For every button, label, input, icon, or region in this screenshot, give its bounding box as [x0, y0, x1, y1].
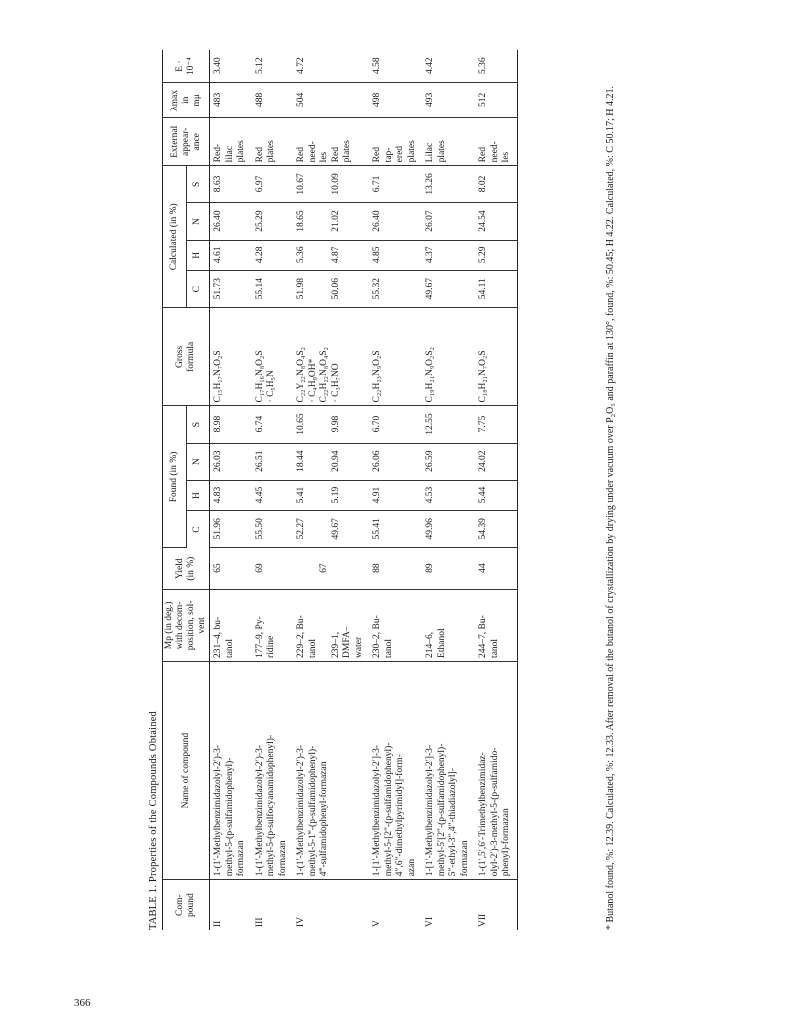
gross-formula: C₁₇H₁₆N₈O₂S · C₅H₅N [252, 308, 294, 406]
compound-name: 1-(1′,5′,6′-Trimethylbenzimidaz- olyl-2′)-3-methyl-5-(p-sulfamido- phenyl)-formazan [475, 661, 517, 879]
compound-name: 1-[1′-Methylbenzimidazolyl-2′]-3- methyl-5′[2″-(p-sulfamidophenyl)- 5″-ethyl-3″,4″-thiadiazolyl]- formazan [422, 661, 475, 879]
calc-s: 8.02 [475, 166, 517, 203]
calc-c: 51.98 50.06 [293, 271, 369, 308]
appearance: Red- lilac plates [210, 118, 252, 166]
table-row [293, 50, 369, 930]
mp-solvent: 230–2, Bu- tanol [369, 589, 422, 661]
compound-id: IV [296, 916, 306, 927]
appearance: Red tap- ered plates [369, 118, 422, 166]
extinction: 4.72 [293, 50, 369, 83]
yield-value: 89 [422, 548, 475, 589]
found-n: 26.59 [422, 443, 475, 480]
header-found-c: C [186, 511, 210, 548]
lambda-max: 504 [293, 83, 369, 118]
found-n: 24.02 [475, 443, 517, 480]
header-appearance: External appear- ance [163, 118, 210, 166]
compound-id: V [372, 920, 382, 927]
mp-solvent: 244–7, Bu- tanol [475, 589, 517, 661]
header-compound: Com- pound [163, 880, 210, 930]
found-c: 55.50 [252, 511, 294, 548]
header-eps: E · 10⁻⁴ [163, 50, 210, 83]
found-s: 10.65 9.98 [293, 406, 369, 443]
found-n: 18.44 20.94 [293, 443, 369, 480]
found-c: 54.39 [475, 511, 517, 548]
lambda-max: 493 [422, 83, 475, 118]
lambda-max: 488 [252, 83, 294, 118]
calc-h: 4.85 [369, 240, 422, 271]
found-h: 4.83 [210, 480, 252, 511]
compound-name: 1-(1′-Methylbenzimidazolyl-2′)-3- methyl-5-(p-sulfocyanamidophenyl)- formazan [252, 661, 294, 879]
extinction: 4.42 [422, 50, 475, 83]
header-found: Found (in %) [163, 406, 187, 548]
header-calc-s: S [186, 166, 210, 203]
gross-formula: C₂₂H₂₃N₉O₂S [369, 308, 422, 406]
calc-c: 54.11 [475, 271, 517, 308]
mp-solvent: 177–9, Py- ridine [252, 589, 294, 661]
found-n: 26.06 [369, 443, 422, 480]
gross-formula: C₁₈H₂₁N₇O₂S [475, 308, 517, 406]
calc-n: 26.40 [210, 203, 252, 240]
header-found-s: S [186, 406, 210, 443]
gross-formula: C₁₅H₁₇N₇O₂S [210, 308, 252, 406]
table-row [422, 50, 475, 930]
gross-formula: C₂₂Y₂₂N₈O₄S₂ · C₄H₉OH* C₂₂H₂₂N₈O₄S₂ · C₃H₇NO [293, 308, 369, 406]
header-yield: Yield (in %) [163, 548, 210, 589]
found-s: 7.75 [475, 406, 517, 443]
mp-solvent: 214–6, Ethanol [422, 589, 475, 661]
found-h: 4.91 [369, 480, 422, 511]
calc-c: 55.32 [369, 271, 422, 308]
calc-c: 51.73 [210, 271, 252, 308]
found-s: 12.55 [422, 406, 475, 443]
found-s: 6.74 [252, 406, 294, 443]
page-number: 366 [74, 997, 91, 1009]
calc-c: 49.67 [422, 271, 475, 308]
header-name: Name of compound [163, 661, 210, 879]
calc-s: 6.71 [369, 166, 422, 203]
appearance: Red plates [252, 118, 294, 166]
yield-value: 65 [210, 548, 252, 589]
yield-value: 88 [369, 548, 422, 589]
mp-solvent: 231–4, bu- tanol [210, 589, 252, 661]
calc-h: 4.28 [252, 240, 294, 271]
table-row [252, 50, 294, 930]
calc-n: 26.07 [422, 203, 475, 240]
yield-value: 69 [252, 548, 294, 589]
found-c: 49.96 [422, 511, 475, 548]
found-h: 4.45 [252, 480, 294, 511]
calc-s: 6.97 [252, 166, 294, 203]
table-row [475, 50, 517, 930]
yield-value: 44 [475, 548, 517, 589]
header-calc-c: C [186, 271, 210, 308]
yield-value: 67 [293, 548, 369, 589]
compound-id: VI [425, 916, 435, 927]
found-c: 55.41 [369, 511, 422, 548]
found-n: 26.51 [252, 443, 294, 480]
table-body [210, 50, 518, 930]
calc-h: 5.29 [475, 240, 517, 271]
compound-id: III [254, 917, 265, 927]
lambda-max: 483 [210, 83, 252, 118]
header-calc-h: H [186, 240, 210, 271]
lambda-max: 512 [475, 83, 517, 118]
properties-table [162, 50, 518, 930]
header-found-n: N [186, 443, 210, 480]
lambda-max: 498 [369, 83, 422, 118]
header-found-h: H [186, 480, 210, 511]
calc-n: 24.54 [475, 203, 517, 240]
calc-s: 10.67 10.09 [293, 166, 369, 203]
table-row [210, 50, 252, 930]
found-s: 8.98 [210, 406, 252, 443]
found-s: 6.70 [369, 406, 422, 443]
extinction: 5.36 [475, 50, 517, 83]
calc-n: 26.40 [369, 203, 422, 240]
appearance: Red need- les [475, 118, 517, 166]
found-n: 26.03 [210, 443, 252, 480]
found-h: 5.44 [475, 480, 517, 511]
gross-formula: C₁₉H₂₁N₉O₂S₂ [422, 308, 475, 406]
calc-c: 55.14 [252, 271, 294, 308]
header-calc-n: N [186, 203, 210, 240]
mp-solvent: 229–2, Bu- tanol 239–1, DMFA– water [293, 589, 369, 661]
calc-n: 18.65 21.02 [293, 203, 369, 240]
calc-h: 4.61 [210, 240, 252, 271]
compound-name: 1-[1′-Methylbenzimidazolyl-2′]-3- methyl-5-[2″-(p-sulfamidophenyl)- 4″,6″-dimethylpyrimidyl]-form- azan [369, 661, 422, 879]
table-row [369, 50, 422, 930]
compound-id: II [213, 920, 223, 927]
compound-name: 1-(1′-Methylbenzimidazolyl-2′)-3- methyl-5-1‴-(p-sulfamidophenyl)- 4‴-sulfamidophenyl-formazan [293, 661, 369, 879]
calc-s: 8.63 [210, 166, 252, 203]
header-formula: Gross formula [163, 308, 210, 406]
appearance: Lilac plates [422, 118, 475, 166]
extinction: 5.12 [252, 50, 294, 83]
found-h: 4.53 [422, 480, 475, 511]
compound-name: 1-(1′-Methylbenzimidazolyl-2′)-3- methyl-5-(p-sulfamidophenyl)- formazan [210, 661, 252, 879]
calc-n: 25.29 [252, 203, 294, 240]
table-caption: TABLE 1. Properties of the Compounds Obtained [148, 710, 159, 930]
extinction: 4.58 [369, 50, 422, 83]
calc-h: 4.37 [422, 240, 475, 271]
found-c: 51.96 [210, 511, 252, 548]
calc-s: 13.26 [422, 166, 475, 203]
header-lambda: λmax in mμ [163, 83, 210, 118]
appearance: Red need- les Red plates [293, 118, 369, 166]
compound-id: VII [475, 880, 517, 930]
found-h: 5.41 5.19 [293, 480, 369, 511]
extinction: 3.40 [210, 50, 252, 83]
header-calculated: Calculated (in %) [163, 166, 187, 308]
calc-h: 5.36 4.87 [293, 240, 369, 271]
found-c: 52.27 49.67 [293, 511, 369, 548]
header-mp: Mp (in deg.) with decom- position, sol- vent [163, 589, 210, 661]
table-footnote: * Butanol found, %: 12.39. Calculated, %: 12.33. After removal of the butanol of crystallization by drying under vacuum over P₂O₅ and paraffin at 130°, found, %: 50.45; H 4.22. Calculated, %: C 50.17; H 4.21. [605, 86, 616, 930]
rotated-table-block [148, 50, 648, 930]
